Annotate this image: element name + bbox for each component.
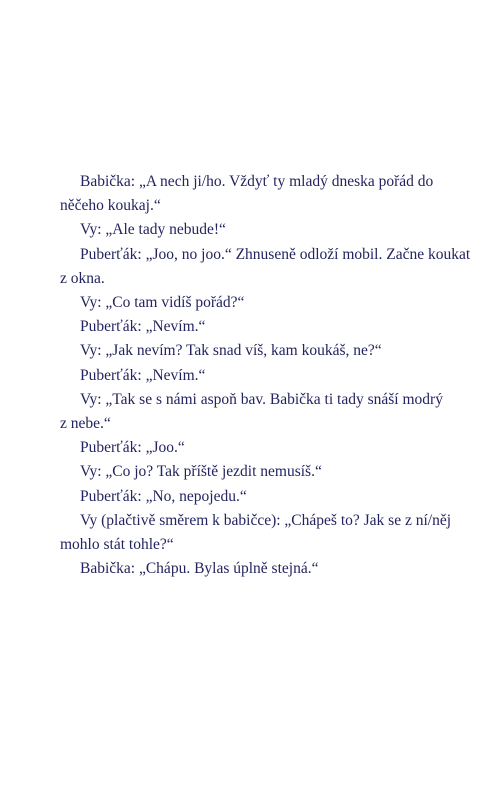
text-line: Vy: „Co tam vidíš pořád?“ — [80, 294, 245, 312]
paragraph — [60, 218, 460, 242]
paragraph — [60, 170, 460, 218]
dialogue-text — [60, 170, 471, 581]
paragraph — [60, 557, 460, 581]
text-line: Babička: „Chápu. Bylas úplně stejná.“ — [80, 560, 319, 578]
paragraph — [60, 436, 460, 460]
text-line: Vy: „Tak se s námi aspoň bav. Babička ti tady snáší modrý — [80, 390, 443, 408]
text-line: Puberťák: „Joo, no joo.“ Zhnuseně odloží mobil. Začne koukat — [80, 245, 471, 263]
text-line: něčeho koukaj.“ — [60, 197, 161, 215]
text-line: Vy (plačtivě směrem k babičce): „Chápeš to? Jak se z ní/něj — [80, 511, 452, 529]
text-line: Vy: „Jak nevím? Tak snad víš, kam koukáš, ne?“ — [80, 342, 382, 360]
paragraph — [60, 485, 460, 509]
paragraph — [60, 243, 471, 291]
text-line: Babička: „A nech ji/ho. Vždyť ty mladý dneska pořád do — [80, 173, 434, 190]
text-line: z okna. — [60, 269, 105, 287]
paragraph — [60, 291, 460, 315]
paragraph — [60, 388, 460, 436]
paragraph — [60, 339, 460, 363]
paragraph — [60, 460, 460, 484]
text-line: Puberťák: „Joo.“ — [80, 439, 185, 457]
text-line: Puberťák: „No, nepojedu.“ — [80, 487, 247, 505]
text-line: Vy: „Ale tady nebude!“ — [80, 221, 226, 239]
paragraph — [60, 364, 460, 388]
text-line: mohlo stát tohle?“ — [60, 536, 174, 554]
paragraph — [60, 509, 460, 557]
text-line: z nebe.“ — [60, 415, 111, 433]
text-line: Puberťák: „Nevím.“ — [80, 318, 206, 336]
text-line: Puberťák: „Nevím.“ — [80, 366, 206, 384]
paragraph — [60, 315, 460, 339]
text-line: Vy: „Co jo? Tak příště jezdit nemusíš.“ — [80, 463, 322, 481]
